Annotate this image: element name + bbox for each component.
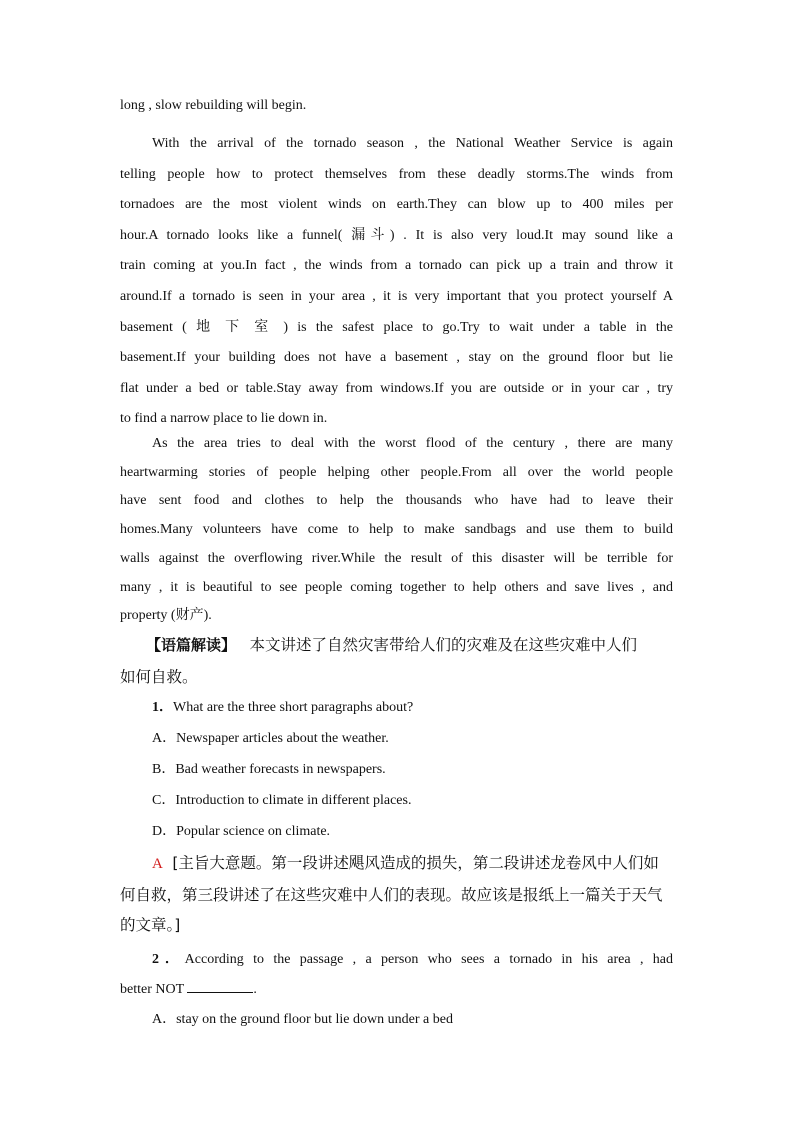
question-text-line1: According to the passage , a person who sees a tornado in his area , had (184, 952, 673, 967)
paragraph-line: have sent food and clothes to help the thousands who have had to leave their (120, 493, 673, 509)
question-number: 1． (152, 700, 173, 715)
paragraph-line: to find a narrow place to lie down in. (120, 411, 328, 427)
paragraph-line: tornadoes are the most violent winds on earth.They can blow up to 400 miles per (120, 197, 673, 213)
question-1-option-c: C．Introduction to climate in different places. (152, 793, 412, 808)
passage-paragraph-1-tail (120, 98, 673, 114)
answer-blank (187, 980, 253, 993)
analysis-text-line2: 如何自救。 (120, 668, 198, 686)
paragraph-text: long , slow rebuilding will begin. (120, 98, 307, 113)
paragraph-line: basement.If your building does not have a basement , stay on the ground floor but lie (120, 350, 673, 366)
paragraph-line: With the arrival of the tornado season , the National Weather Service is again (152, 136, 673, 151)
paragraph-line: basement ( 地 下 室 ) is the safest place to go.Try to wait under a table in the (120, 319, 673, 335)
paragraph-line: around.If a tornado is seen in your area , it is very important that you protect yourself A (120, 288, 673, 304)
question-1-stem (152, 696, 705, 716)
analysis-tag: 【语篇解读】 (146, 636, 237, 654)
question-number: 2． (152, 952, 185, 967)
question-1-answer-block (120, 848, 673, 940)
paragraph-line: property (财产). (120, 608, 212, 624)
answer-explain-line1: [主旨大意题。第一段讲述飓风造成的损失，第二段讲述龙卷风中人们如 (172, 854, 659, 872)
passage-paragraph-2 (120, 129, 673, 435)
answer-explain-line3: 的文章。] (120, 916, 181, 934)
analysis-block (120, 630, 673, 692)
answer-explain-line2: 何自救，第三段讲述了在这些灾难中人们的表现。故应该是报纸上一篇关于天气 (120, 886, 663, 904)
question-2-option-a: A．stay on the ground floor but lie down under a bed (152, 1012, 453, 1027)
question-text: What are the three short paragraphs about? (173, 700, 414, 715)
question-1-option-a: A．Newspaper articles about the weather. (152, 731, 389, 746)
paragraph-line: many , it is beautiful to see people coming together to help others and save lives , and (120, 579, 673, 595)
analysis-text-line1: 本文讲述了自然灾害带给人们的灾难及在这些灾难中人们 (249, 636, 638, 654)
paragraph-line: telling people how to protect themselves from these deadly storms.The winds from (120, 166, 673, 182)
question-2-stem (120, 945, 673, 1005)
answer-letter: A (152, 856, 163, 872)
paragraph-line: As the area tries to deal with the worst flood of the century , there are many (152, 436, 673, 451)
paragraph-line: train coming at you.In fact , the winds from a tornado can pick up a train and throw it (120, 258, 673, 274)
paragraph-line: walls against the overflowing river.While the result of this disaster will be terrible for (120, 550, 673, 566)
paragraph-line: hour.A tornado looks like a funnel( 漏斗) . It is also very loud.It may sound like a (120, 227, 673, 243)
paragraph-line: homes.Many volunteers have come to help to make sandbags and use them to build (120, 522, 673, 538)
question-end-punct: . (253, 982, 257, 997)
question-1-option-b: B．Bad weather forecasts in newspapers. (152, 762, 386, 777)
paragraph-line: flat under a bed or table.Stay away from windows.If you are outside or in your car , try (120, 380, 673, 396)
question-text-line2: better NOT (120, 982, 184, 997)
question-1-option-d: D．Popular science on climate. (152, 824, 331, 839)
paragraph-line: heartwarming stories of people helping other people.From all over the world people (120, 464, 673, 480)
passage-paragraph-3 (120, 430, 673, 631)
